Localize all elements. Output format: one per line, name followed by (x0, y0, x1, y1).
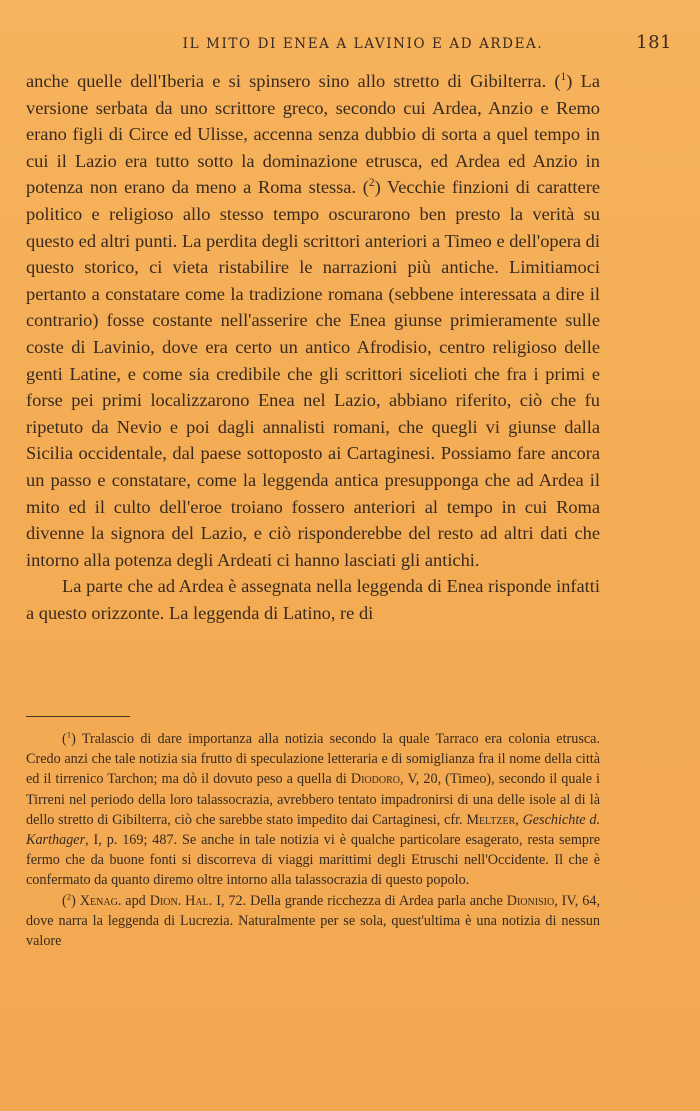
footnote-1: ($^1$) Tralascio di dare importanza alla notizia secondo la quale Tarraco era colonia etrusca. Credo anzi che tale notizia sia frutto di speculazione letteraria e di somiglianza fra il nome della città ed il tirrenico Tarchon; ma dò il dovuto peso a quella di Diodoro, V, 20, (Timeo), secondo il quale i Tirreni nel periodo della loro talassocrazia, avrebbero tentato impadronirsi di una delle isole al di là dello stretto di Gibilterra, ciò che sarebbe stato impedito dai Cartaginesi, cfr. Meltzer, Geschichte d. Karthager, I, p. 169; 487. Se anche in tale notizia vi è qualche particolare esagerato, resta sempre fermo che da buone fonti si discorreva di viaggi marittimi degli Etruschi nell'Occidente. Il che è confermato da quanto diremo oltre intorno alla talassocrazia di questo popolo. (26, 729, 601, 889)
running-title: IL MITO DI ENEA A LAVINIO E AD ARDEA. (182, 36, 544, 52)
author-name: Dionisio (506, 892, 555, 909)
text-run: apd (121, 892, 150, 909)
paragraph-1 (26, 68, 600, 573)
text-run: , IV, 64, dove narra la leggenda di Lucrezia. Naturalmente per se sola, quest'ultima è una notizia di nessun valore (26, 892, 600, 950)
footnote-ref-1: 1 (560, 70, 567, 83)
text-run: ) Vecchie finzioni di carattere politico e religioso allo stesso tempo oscurarono ben presto la verità su questo ed altri punti. La perdita degli scrittori anteriori a Timeo e dell'opera di questo storico, ci vieta ristabilire le narrazioni più antiche. Limitiamoci pertanto a constatare come la tradizione romana (sebbene interessata a dire il contrario) fosse costante nell'asserire che Enea giunse primieramente sulle coste di Lavinio, dove era certo un antico Afrodisio, centro religioso delle genti Latine, e come sia credibile che gli scrittori sicelioti che fra i primi e forse pei primi localizzarono Enea nel Lazio, abbiano riferito, ciò che fu ripetuto da Nevio e poi dagli annalisti romani, che quegli vi giunse dalla Sicilia occidentale, dal paese sottoposto ai Cartaginesi. Possiamo fare ancora un passo e constatare, come la leggenda antica presupponga che ad Ardea il mito ed il culto dell'eroe troiano fossero anteriori al tempo in cui Roma divenne la signora del Lazio, e ciò risponderebbe del resto ad altri dati che intorno alla potenza degli Ardeati ci hanno lasciati gli antichi. (26, 177, 600, 570)
text-run: ) La versione serbata da uno scrittore greco, secondo cui Ardea, Anzio e Remo erano figli di Circe ed Ulisse, accenna senza dubbio di sorta a quel tempo in cui il Lazio era tutto sotto la dominazione etrusca, ed Ardea ed Anzio in potenza non erano da meno a Roma stessa. ( (26, 71, 600, 198)
text-run: , I, p. 169; 487. Se anche in tale notizia vi è qualche particolare esagerato, resta sempre fermo che da buone fonti si discorreva di viaggi marittimi degli Etruschi nell'Occidente. Il che è confermato da quanto diremo oltre intorno alla talassocrazia di questo popolo. (26, 832, 600, 889)
text-run: , (515, 811, 523, 828)
footnote-separator (26, 716, 130, 717)
author-name: Diodoro (350, 771, 400, 788)
author-name: Meltzer (466, 811, 516, 828)
author-name: Xenag. (79, 892, 122, 909)
text-run: anche quelle dell'Iberia e si spinsero sino allo stretto di Gibilterra. ( (26, 71, 561, 91)
page-header (26, 34, 672, 58)
footnote-2: ($^2$) Xenag. apd Dion. Hal. I, 72. Della grande ricchezza di Ardea parla anche Dionisio, IV, 64, dove narra la leggenda di Lucrezia. Naturalmente per se sola, quest'ultima è una notizia di nessun valore (26, 890, 600, 950)
author-name: Dion. Hal. (149, 892, 213, 909)
footnote-mark-2: 2 (66, 890, 72, 901)
footnote-ref-2: 2 (368, 177, 375, 190)
work-title: Geschichte d. Karthager (26, 811, 600, 849)
footnotes (26, 729, 600, 951)
text-run: I, 72. Della grande ricchezza di Ardea parla anche (212, 892, 507, 909)
text-run: Tralascio di dare importanza alla notizia secondo la quale Tarraco era colonia etrusca. Credo anzi che tale notizia sia frutto di speculazione letteraria e di somiglianza fra il nome della città ed il tirrenico Tarchon; ma dò il dovuto peso a quella di (26, 731, 601, 788)
text-run: , V, 20, (Timeo), secondo il quale i Tirreni nel periodo della loro talassocrazia, avrebbero tentato impadronirsi di una delle isole al di là dello stretto di Gibilterra, ciò che sarebbe stato impedito dai Cartaginesi, cfr. (26, 771, 600, 828)
page-number: 181 (636, 32, 672, 53)
footnote-mark-1: 1 (66, 729, 72, 740)
main-text (26, 68, 600, 626)
paragraph-2: La parte che ad Ardea è assegnata nella leggenda di Enea risponde infatti a questo orizzonte. La leggenda di Latino, re di (26, 576, 600, 623)
